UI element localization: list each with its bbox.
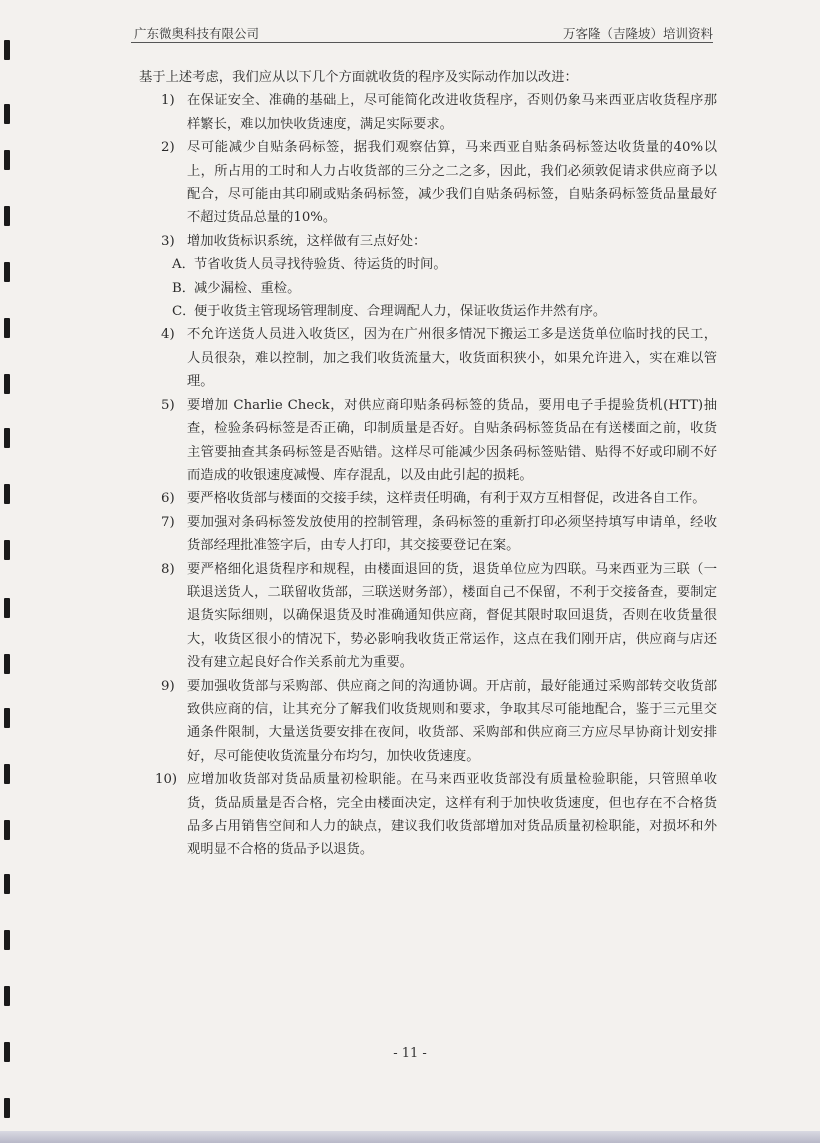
item-number: 1)	[161, 93, 175, 109]
binding-hole	[4, 874, 10, 894]
sub-item-text: 减少漏检、重检。	[194, 280, 301, 296]
list-item	[139, 675, 717, 769]
binding-hole	[4, 484, 10, 504]
binding-hole	[4, 428, 10, 448]
scan-bottom-edge	[0, 1131, 820, 1143]
binding-hole	[4, 374, 10, 394]
item-number: 8)	[161, 561, 175, 577]
binding-hole	[4, 540, 10, 560]
page-number: - 11 -	[393, 1046, 427, 1061]
binding-hole	[4, 1098, 10, 1118]
header-title: 万客隆（吉隆坡）培训资料	[562, 26, 713, 41]
item-text: 在保证安全、准确的基础上，尽可能简化改进收货程序，否则仍象马来西亚店收货程序那样繁长，难以加快收货速度，满足实际要求。	[187, 93, 717, 132]
item-number: 5)	[161, 397, 175, 413]
sub-item	[139, 253, 717, 276]
binding-hole	[4, 930, 10, 950]
sub-item	[139, 277, 717, 300]
list-item	[139, 558, 717, 675]
intro-paragraph: 基于上述考虑，我们应从以下几个方面就收货的程序及实际动作加以改进：	[139, 70, 578, 85]
item-text: 应增加收货部对货品质量初检职能。在马来西亚收货部没有质量检验职能，只管照单收货，货品质量是否合格，完全由楼面决定，这样有利于加快收货速度，但也存在不合格货品多占用销售空间和人力的缺点，建议我们收货部增加对货品质量初检职能，对损坏和外观明显不合格的货品予以退货。	[187, 772, 717, 858]
binding-hole	[4, 764, 10, 784]
binding-hole	[4, 104, 10, 124]
binding-hole	[4, 654, 10, 674]
sub-item-text: 节省收货人员寻找待验货、待运货的时间。	[194, 257, 447, 273]
item-number: 3)	[161, 233, 175, 249]
sub-item-letter: C．	[172, 304, 196, 320]
item-text: 尽可能减少自贴条码标签，据我们观察估算，马来西亚自贴条码标签达收货量的40%以上，所占用的工时和人力占收货部的三分之二之多，因此，我们必须敦促请求供应商予以配合，尽可能由其印刷或贴条码标签，减少我们自贴条码标签，自贴条码标签货品量最好不超过货品总量的10%。	[187, 140, 717, 226]
binding-holes	[0, 0, 20, 1143]
page-header	[131, 22, 713, 43]
item-text: 要加强收货部与采购部、供应商之间的沟通协调。开店前，最好能通过采购部转交收货部致供应商的信，让其充分了解我们收货规则和要求，争取其尽可能地配合，鉴于三元里交通条件限制，大量送货要安排在夜间，收货部、采购部和供应商三方应尽早协商计划安排好，尽可能使收货流量分布均匀，加快收货速度。	[187, 678, 717, 764]
binding-hole	[4, 820, 10, 840]
binding-hole	[4, 40, 10, 60]
binding-hole	[4, 206, 10, 226]
list-item	[139, 487, 717, 510]
item-text: 增加收货标识系统，这样做有三点好处：	[187, 233, 427, 249]
binding-hole	[4, 598, 10, 618]
item-text: 不允许送货人员进入收货区，因为在广州很多情况下搬运工多是送货单位临时找的民工，人员很杂，难以控制，加之我们收货流量大，收货面积狭小，如果允许进入，实在难以管理。	[187, 327, 717, 390]
binding-hole	[4, 150, 10, 170]
item-text: 要加强对条码标签发放使用的控制管理，条码标签的重新打印必须坚持填写申请单，经收货部经理批准签字后，由专人打印，其交接要登记在案。	[187, 514, 717, 554]
sub-item	[139, 300, 717, 323]
item-number: 4)	[161, 327, 175, 343]
binding-hole	[4, 986, 10, 1006]
item-text: 要严格细化退货程序和规程，由楼面退回的货，退货单位应为四联。马来西亚为三联（一联退送货人，二联留收货部，三联送财务部），楼面自己不保留，不利于交接备查，要制定退货实际细则，以确保退货及时准确通知供应商，督促其限时取回退货，否则在收货量很大，收货区很小的情况下，势必影响我收货正常运作，这点在我们刚开店，供应商与店还没有建立起良好合作关系前尤为重要。	[187, 561, 717, 671]
list-item	[139, 511, 717, 558]
item-text: 要严格收货部与楼面的交接手续，这样责任明确，有利于双方互相督促，改进各自工作。	[187, 491, 706, 507]
binding-hole	[4, 318, 10, 338]
item-number: 2)	[161, 140, 175, 156]
list-item	[139, 768, 717, 862]
item-number: 10)	[155, 772, 178, 788]
item-number: 7)	[161, 514, 175, 530]
header-company: 广东微奥科技有限公司	[134, 26, 260, 41]
sub-item-letter: A．	[172, 257, 195, 273]
list-item	[139, 323, 717, 393]
item-text: 要增加 Charlie Check，对供应商印贴条码标签的货品，要用电子手提验货机(HTT)抽查，检验条码标签是否正确，印制质量是否好。自贴条码标签货品在有送楼面之前，收货主管要抽查其条码标签是否贴错。这样尽可能减少因条码标签贴错、贴得不好或印刷不好而造成的收银速度减慢、库存混乱，以及由此引起的损耗。	[187, 397, 717, 483]
list-item	[139, 89, 717, 136]
document-body	[139, 66, 717, 862]
binding-hole	[4, 262, 10, 282]
sub-item-letter: B．	[172, 280, 196, 296]
list-item	[139, 136, 717, 230]
item-number: 9)	[161, 678, 175, 694]
item-number: 6)	[161, 491, 175, 507]
sub-item-text: 便于收货主管现场管理制度、合理调配人力，保证收货运作井然有序。	[194, 304, 607, 320]
list-item	[139, 230, 717, 253]
binding-hole	[4, 708, 10, 728]
list-item	[139, 394, 717, 488]
